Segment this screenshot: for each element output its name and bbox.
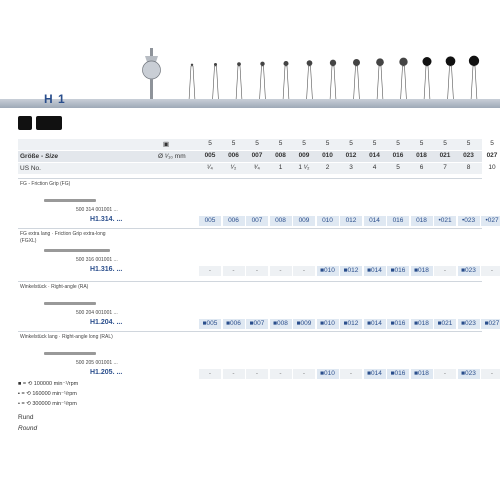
- table-cell: 005: [204, 152, 216, 159]
- table-cell: 5: [302, 140, 306, 147]
- table-cell: 5: [466, 140, 471, 147]
- table-cell: ¹⁄₄: [207, 164, 213, 171]
- table-cell: 027: [486, 152, 498, 159]
- table-cell: 010: [322, 152, 333, 159]
- legend-item: ▪ = ⟲ 160000 min⁻¹/rpm: [18, 391, 77, 397]
- code-cell: ■014: [364, 369, 386, 379]
- code-cell: ■023: [458, 369, 480, 379]
- code-cell: -: [481, 369, 500, 379]
- burr-drawing: [446, 56, 456, 101]
- code-cell: ■016: [387, 266, 409, 276]
- code-cell: ■005: [199, 319, 221, 329]
- code-cell: ■007: [246, 319, 268, 329]
- shank-type-icon: [18, 116, 32, 130]
- code-cell: ■018: [411, 266, 433, 276]
- code-cell: 007: [246, 216, 268, 226]
- group-title: Winkelstück lang · Right-angle long (RAL): [20, 334, 113, 340]
- manufacturer-logo-icon: [36, 116, 62, 130]
- instrument-drawing: [44, 249, 110, 252]
- table-cell: 023: [463, 152, 474, 159]
- page-title: H 1: [44, 92, 66, 106]
- legend-item: ■ = ⟲ 100000 min⁻¹/rpm: [18, 381, 79, 387]
- code-cell: -: [340, 369, 362, 379]
- code-cell: ■023: [458, 266, 480, 276]
- size-row: Größe - Size Ø ¹⁄₁₀ mm 005 006 007 008 009 010 012 014 016 018 021 023 027: [18, 151, 482, 162]
- reference-number: H1.316. ...: [90, 266, 123, 273]
- group-divider: [18, 178, 482, 179]
- code-cell: ■018: [411, 369, 433, 379]
- code-cell: -: [199, 266, 221, 276]
- table-cell: 3: [349, 164, 353, 171]
- code-cell: 012: [340, 216, 362, 226]
- large-burr-illustration: [143, 48, 161, 101]
- table-cell: 5: [325, 140, 330, 147]
- code-cell: ■018: [411, 319, 433, 329]
- group-title-cont: (FGXL): [20, 238, 37, 244]
- code-cell: -: [293, 369, 315, 379]
- table-cell: 5: [372, 140, 377, 147]
- table-cell: 5: [443, 140, 447, 147]
- burr-drawing: [236, 62, 242, 101]
- code-cell: ■010: [317, 369, 339, 379]
- code-cell: 009: [293, 216, 315, 226]
- table-cell: 5: [349, 140, 353, 147]
- table-cell: 014: [369, 152, 380, 159]
- burr-drawing: [307, 60, 313, 101]
- table-cell: 016: [392, 152, 404, 159]
- group-divider: [18, 281, 482, 282]
- table-cell: 5: [490, 140, 494, 147]
- reference-number: H1.314. ...: [90, 216, 123, 223]
- code-cell: ■023: [458, 319, 480, 329]
- table-cell: 10: [488, 164, 496, 171]
- code-cell: ■012: [340, 266, 362, 276]
- code-row: [18, 266, 494, 277]
- code-cell: •021: [434, 216, 456, 226]
- table-cell: 012: [345, 152, 357, 159]
- code-cell: 008: [270, 216, 292, 226]
- table-cell: 5: [255, 140, 259, 147]
- order-number: 500 205 001001 ...: [76, 360, 118, 366]
- table-cell: 007: [251, 152, 263, 159]
- order-number: 500 314 001001 ...: [76, 207, 118, 213]
- code-cell: 010: [317, 216, 339, 226]
- burr-drawing: [469, 56, 479, 101]
- instrument-drawing: [44, 302, 96, 305]
- legend-item: • = ⟲ 300000 min⁻¹/rpm: [18, 401, 77, 407]
- size-label-en: Size: [44, 153, 58, 160]
- shape-label-en: Round: [18, 425, 38, 432]
- code-cell: •023: [458, 216, 480, 226]
- code-cell: ■010: [317, 266, 339, 276]
- table-cell: 1 ¹⁄₂: [298, 164, 310, 171]
- code-cell: 005: [199, 216, 221, 226]
- code-cell: -: [481, 266, 500, 276]
- code-cell: •027: [481, 216, 500, 226]
- table-cell: 021: [439, 152, 451, 159]
- order-number: 500 316 001001 ...: [76, 257, 118, 263]
- burr-drawing: [399, 58, 407, 101]
- table-cell: 2: [325, 164, 330, 171]
- burr-drawing: [260, 62, 266, 101]
- table-cell: ³⁄₄: [254, 164, 260, 171]
- shape-label: Rund: [18, 414, 34, 421]
- size-label: Größe: [20, 153, 40, 160]
- code-cell: ■006: [223, 319, 245, 329]
- code-cell: 014: [364, 216, 386, 226]
- code-cell: ■016: [387, 369, 409, 379]
- code-cell: ■009: [293, 319, 315, 329]
- reference-number: H1.204. ...: [90, 319, 123, 326]
- package-icon: ▣: [163, 141, 170, 148]
- code-cell: -: [434, 266, 456, 276]
- code-cell: ■027: [481, 319, 500, 329]
- code-cell: 016: [387, 216, 409, 226]
- instrument-drawing: [44, 352, 96, 355]
- code-cell: -: [293, 266, 315, 276]
- code-row: [18, 319, 500, 330]
- order-number: 500 204 001001 ...: [76, 310, 118, 316]
- code-cell: -: [223, 369, 245, 379]
- table-cell: 5: [396, 140, 400, 147]
- table-cell: 7: [443, 164, 447, 171]
- table-cell: 009: [298, 152, 310, 159]
- code-row: [18, 369, 494, 380]
- code-cell: ■012: [340, 319, 362, 329]
- instrument-drawing: [44, 199, 96, 202]
- code-cell: ■010: [317, 319, 339, 329]
- group-title: FG - Friction Grip (FG): [20, 181, 71, 187]
- code-cell: ■016: [387, 319, 409, 329]
- table-cell: 4: [372, 164, 377, 171]
- table-cell: 5: [419, 140, 424, 147]
- reference-number: H1.205. ...: [90, 369, 123, 376]
- code-row: [18, 216, 499, 227]
- code-cell: ■008: [270, 319, 292, 329]
- table-cell: 5: [208, 140, 212, 147]
- us-label: US No.: [20, 165, 41, 172]
- table-cell: 5: [231, 140, 236, 147]
- table-cell: ¹⁄₂: [230, 164, 237, 171]
- code-cell: -: [246, 266, 268, 276]
- group-divider: [18, 228, 482, 229]
- burr-drawing: [376, 58, 384, 101]
- table-cell: 008: [275, 152, 286, 159]
- code-cell: 006: [223, 216, 245, 226]
- group-divider: [18, 331, 482, 332]
- code-cell: -: [223, 266, 245, 276]
- code-cell: ■021: [434, 319, 456, 329]
- burr-drawing: [283, 61, 289, 101]
- table-cell: 5: [396, 164, 400, 171]
- table-cell: 8: [466, 164, 471, 171]
- code-cell: ■014: [364, 319, 386, 329]
- code-cell: -: [270, 266, 292, 276]
- code-cell: -: [246, 369, 268, 379]
- quantity-row: [18, 139, 494, 150]
- table-cell: 6: [419, 164, 424, 171]
- code-cell: -: [199, 369, 221, 379]
- table-cell: 018: [416, 152, 427, 159]
- code-cell: ■014: [364, 266, 386, 276]
- code-cell: -: [434, 369, 456, 379]
- burr-drawing: [423, 57, 432, 101]
- group-title: FG extra lang · Friction Grip extra-long: [20, 231, 106, 237]
- group-title: Winkelstück · Right-angle (RA): [20, 284, 89, 290]
- code-cell: -: [270, 369, 292, 379]
- table-cell: 1: [278, 164, 283, 171]
- burr-drawing: [353, 59, 360, 101]
- table-cell: 5: [278, 140, 283, 147]
- code-cell: 018: [411, 216, 433, 226]
- burr-drawing: [189, 64, 195, 101]
- us-row: [18, 163, 496, 174]
- header-band: [0, 99, 500, 108]
- burr-drawing: [213, 63, 219, 101]
- table-cell: 006: [228, 152, 239, 159]
- burr-drawing: [330, 60, 336, 101]
- size-unit: Ø ¹⁄₁₀ mm: [158, 153, 186, 160]
